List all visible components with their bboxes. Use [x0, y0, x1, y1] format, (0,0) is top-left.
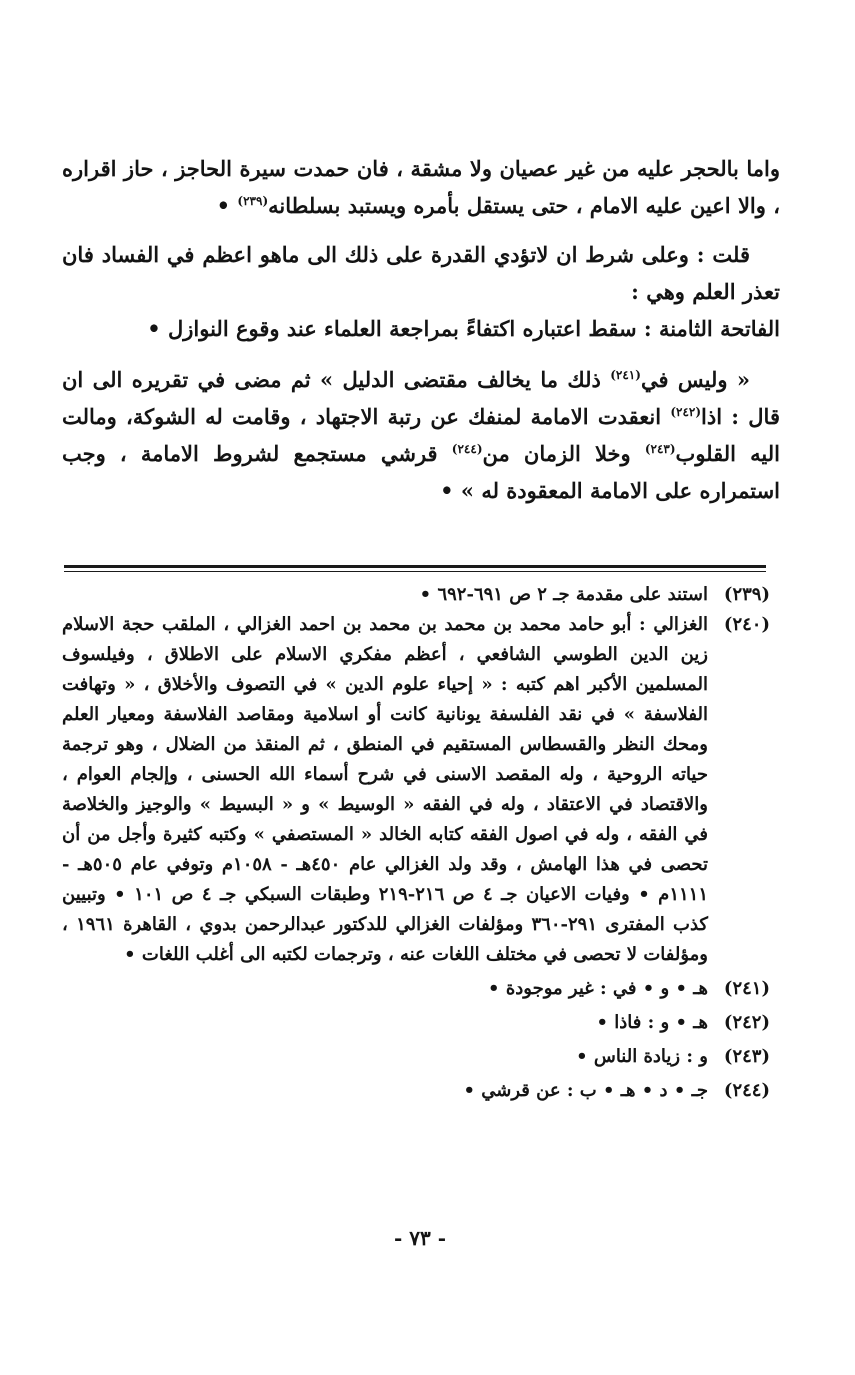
footnote-number: (٢٤٤) — [723, 1080, 770, 1101]
footnote-number: (٢٤٣) — [723, 1046, 770, 1067]
footnote-number: (٢٤٠) — [723, 614, 770, 635]
quote-text-a: ذلك ما يخالف مقتضى الدليل » ثم مضى في تقريره الى ان قال : اذا — [62, 367, 780, 429]
footnote-ref-243: (٢٤٣) — [644, 442, 676, 456]
paragraph-2: قلت : وعلى شرط ان لاتؤدي القدرة على ذلك الى ماهو اعظم في الفساد فان تعذر العلم وهي : — [62, 242, 780, 304]
footnote-divider — [64, 565, 766, 568]
quote-open-text: « وليس في — [640, 367, 750, 392]
footnote-text: هـ • و : فاذا • — [596, 1012, 708, 1033]
footnote-241 — [62, 974, 770, 1004]
footnote-number: (٢٤٢) — [723, 1012, 770, 1033]
footnote-divider-thin — [64, 571, 766, 572]
footnote-number: (٢٣٩) — [723, 584, 770, 605]
quote-text-b: انعقدت الامامة لمنفك عن رتبة الاجتهاد ، وقامت له الشوكة، ومالت اليه القلوب — [62, 404, 780, 466]
footnotes — [62, 580, 770, 1106]
footnote-ref-241: (٢٤١) — [610, 368, 641, 382]
quote-text-c: وخلا الزمان من — [482, 441, 631, 466]
main-text — [62, 150, 780, 509]
footnote-240 — [62, 610, 770, 970]
paragraph-1-end: • — [216, 193, 238, 218]
footnote-ref-244: (٢٤٤) — [451, 442, 483, 456]
footnote-239 — [62, 580, 770, 610]
footnote-243 — [62, 1042, 770, 1072]
footnote-text: الغزالي : أبو حامد محمد بن محمد بن محمد بن احمد الغزالي ، الملقب حجة الاسلام زين الدين الطوسي الشافعي ، أعظم مفكري الاسلام على الاطلاق ، وفيلسوف المسلمين الأكبر اهم كتبه : « إحياء علوم الدين » في التصوف والأخلاق ، « وتهافت الفلاسفة » في نقد الفلسفة يونانية كانت أو اسلامية ومقاصد الفلاسفة ومعيار العلم ومحك النظر والقسطاس المستقيم في المنطق ، ثم المنقذ من الضلال ، وهو ترجمة حياته الروحية ، وله المقصد الاسنى في شرح أسماء الله الحسنى ، وإلجام العوام ، والاقتصاد في الاعتقاد ، وله في الفقه « الوسيط » و « البسيط » والوجيز والخلاصة في الفقه ، وله في اصول الفقه كتابه الخالد « المستصفي » وكتبه كثيرة وأجل من أن تحصى في هذا الهامش ، وقد ولد الغزالي عام ٤٥٠هـ - ١٠٥٨م وتوفي عام ٥٠٥هـ - ١١١١م • وفيات الاعيان جـ ٤ ص ٢١٦-٢١٩ وطبقات السبكي جـ ٤ ص ١٠١ • وتبيين كذب المفترى ٢٩١-٣٦٠ ومؤلفات الغزالي للدكتور عبدالرحمن بدوي ، القاهرة ١٩٦١ ، ومؤلفات لا تحصى في مختلف اللغات عنه ، وترجمات لكتبه الى أغلب اللغات • — [62, 614, 708, 965]
footnote-text: هـ • و • في : غير موجودة • — [488, 978, 708, 999]
footnote-number: (٢٤١) — [723, 978, 770, 999]
quote-text-d: قرشي مستجمع لشروط الامامة ، وجب استمراره على الامامة المعقودة له » • — [62, 441, 780, 503]
footnote-text: جـ • د • هـ • ب : عن قرشي • — [463, 1080, 708, 1101]
footnote-text: و : زيادة الناس • — [576, 1046, 708, 1067]
page-number: - ٧٣ - — [393, 1226, 446, 1250]
paragraph-1 — [62, 150, 780, 224]
paragraph-1-text: واما بالحجر عليه من غير عصيان ولا مشقة ، فان حمدت سيرة الحاجز ، حاز اقراره ، والا اعين عليه الامام ، حتى يستقل بأمره ويستبد بسلطانه — [62, 156, 780, 218]
footnote-242 — [62, 1008, 770, 1038]
footnote-244 — [62, 1076, 770, 1106]
footnote-ref-239: (٢٣٩) — [237, 194, 269, 208]
paragraph-4 — [62, 361, 780, 509]
footnote-text: استند على مقدمة جـ ٢ ص ٦٩١-٦٩٢ • — [419, 584, 708, 605]
paragraph-3: الفاتحة الثامنة : سقط اعتباره اكتفاءً بمراجعة العلماء عند وقوع النوازل • — [147, 316, 780, 341]
footnote-ref-242: (٢٤٢) — [670, 405, 702, 419]
